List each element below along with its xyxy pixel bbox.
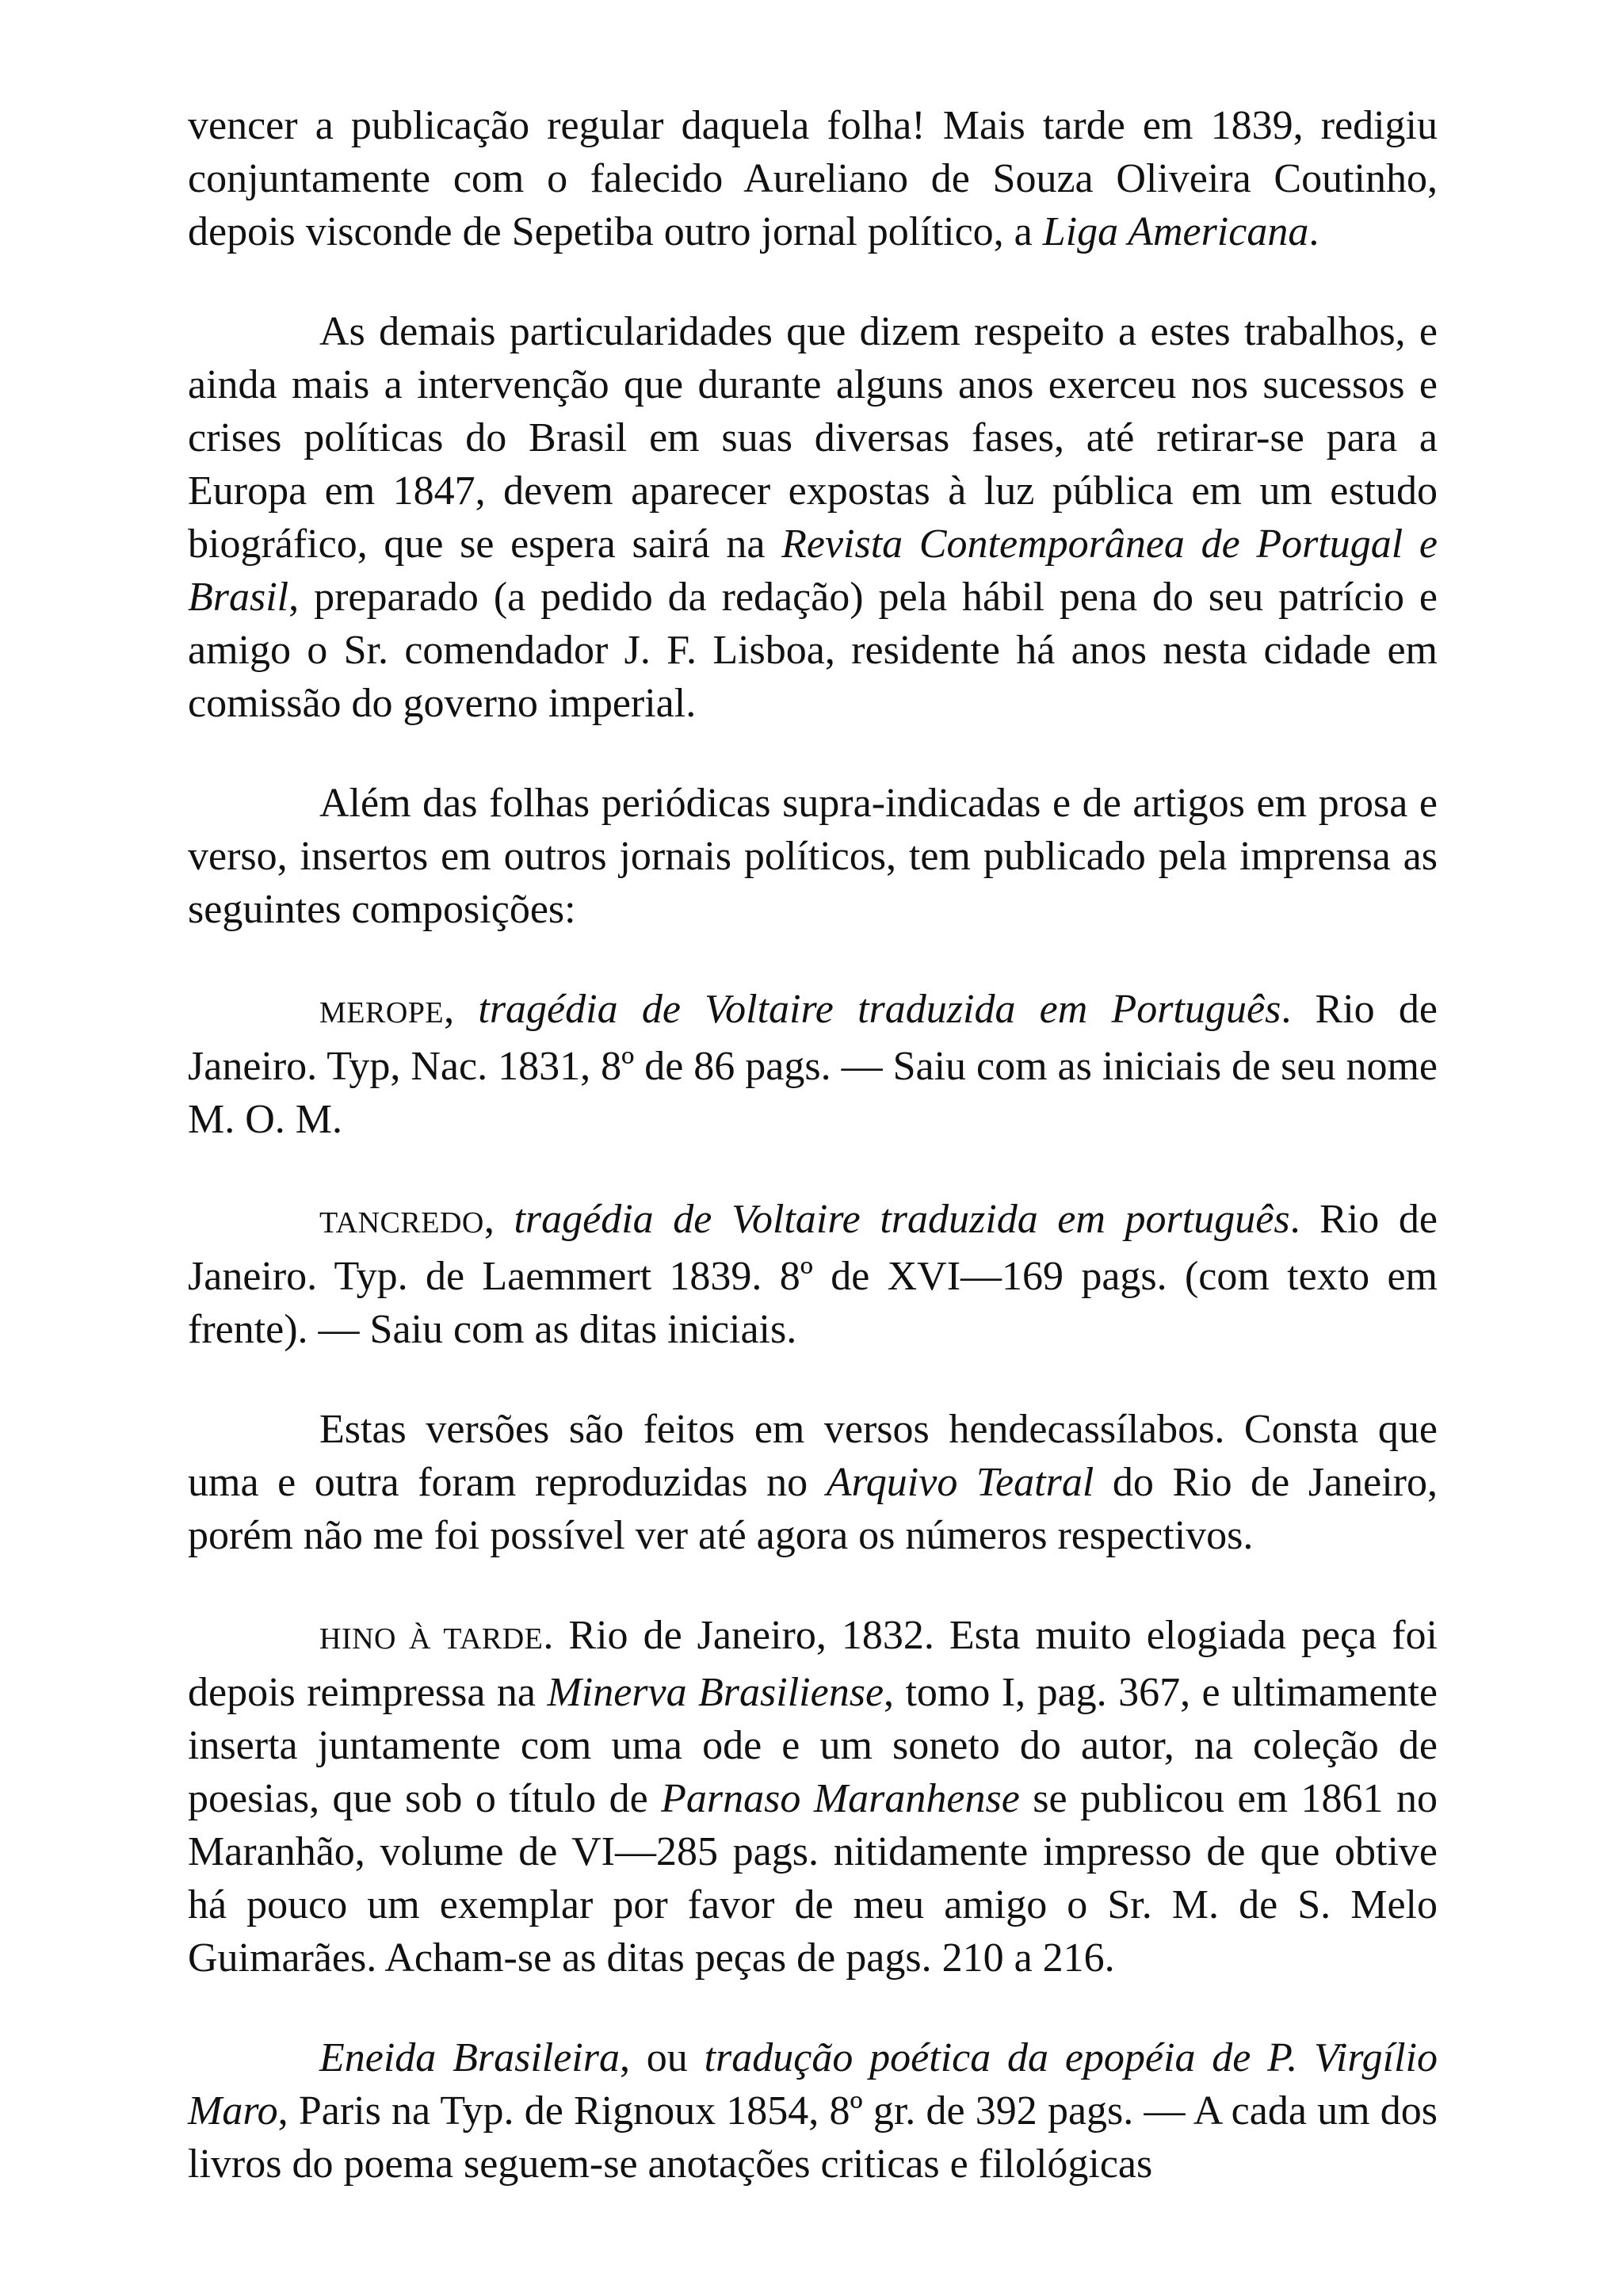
paragraph-text: , — [444, 987, 479, 1032]
paragraph-text: vencer a publicação regular daquela folha! Mais tarde em 1839, redigiu conjuntamente com o falecido Aureliano de Souza Oliveira Coutinho, depois visconde de Sepetiba outro jornal político, a — [188, 103, 1438, 254]
entry-title-smallcaps: TANCREDO — [319, 1206, 484, 1240]
paragraph-folhas-periodicas — [188, 777, 1438, 936]
italic-title: tragédia de Voltaire traduzida em português — [514, 1197, 1290, 1242]
document-page — [188, 99, 1438, 2191]
italic-title: Minerva Brasiliense — [547, 1670, 884, 1715]
paragraph-text: . Rio de Janeiro. Typ, Nac. 1831, 8º de 86 pags. — Saiu com as iniciais de seu nome M. O. M. — [188, 987, 1438, 1142]
italic-title: Liga Americana — [1042, 209, 1309, 254]
italic-title: Eneida Brasileira — [319, 2035, 620, 2080]
paragraph-text: . Rio de Janeiro. Typ. de Laemmert 1839. 8º de XVI—169 pags. (com texto em frente). — Saiu com as ditas iniciais. — [188, 1197, 1438, 1352]
paragraph-text: Além das folhas periódicas supra-indicadas e de artigos em prosa e verso, insertos em outros jornais políticos, tem publicado pela imprensa as seguintes composições: — [188, 781, 1438, 932]
paragraph-text: . Rio de Janeiro, 1832. Esta muito elogiada peça foi depois reimpressa na — [188, 1613, 1438, 1715]
paragraph-text: As demais particularidades que dizem respeito a estes trabalhos, e ainda mais a intervenção que durante alguns anos exerceu nos sucessos e crises políticas do Brasil em suas diversas fases, até retirar-se para a Europa em 1847, devem aparecer expostas à luz pública em um estudo biográfico, que se espera sairá na — [188, 309, 1438, 567]
entry-hino-a-tarde — [188, 1609, 1438, 1985]
paragraph-text: , ou — [620, 2035, 705, 2080]
paragraph-text: do Rio de Janeiro, porém não me foi possível ver até agora os números respectivos. — [188, 1460, 1438, 1558]
paragraph-text: se publicou em 1861 no Maranhão, volume de VI—285 pags. nitidamente impresso de que obtive há pouco um exemplar por favor de meu amigo o Sr. M. de S. Melo Guimarães. Acham-se as ditas peças de pags. 210 a 216. — [188, 1776, 1438, 1981]
italic-title: tragédia de Voltaire traduzida em Português — [478, 987, 1281, 1032]
paragraph-text: , preparado (a pedido da redação) pela hábil pena do seu patrício e amigo o Sr. comendador J. F. Lisboa, residente há anos nesta cidade em comissão do governo imperial. — [188, 575, 1438, 726]
italic-title: tradução poética da epopéia de P. Virgílio Maro — [188, 2035, 1438, 2134]
italic-title: Parnaso Maranhense — [661, 1776, 1020, 1821]
entry-eneida-brasileira — [188, 2031, 1438, 2191]
paragraph-text: , — [483, 1197, 514, 1242]
entry-tancredo — [188, 1193, 1438, 1356]
paragraph-text: . — [1308, 209, 1319, 254]
paragraph-versoes — [188, 1403, 1438, 1562]
paragraph-text: Estas versões são feitos em versos hendecassílabos. Consta que uma e outra foram reproduzidas no — [188, 1407, 1438, 1505]
italic-title: Arquivo Teatral — [826, 1460, 1094, 1505]
italic-title: Revista Contemporânea de Portugal e Brasil — [188, 521, 1438, 620]
paragraph-text: , Paris na Typ. de Rignoux 1854, 8º gr. de 392 pags. — A cada um dos livros do poema seguem-se anotações criticas e filológicas — [188, 2088, 1438, 2187]
paragraph-liga-americana — [188, 99, 1438, 258]
entry-merope — [188, 983, 1438, 1146]
paragraph-particularidades — [188, 305, 1438, 730]
entry-title-smallcaps: HINO À TARDE — [319, 1622, 544, 1656]
entry-title-smallcaps: MEROPE — [319, 996, 445, 1030]
paragraph-text: , tomo I, pag. 367, e ultimamente inserta juntamente com uma ode e um soneto do autor, na coleção de poesias, que sob o título de — [188, 1670, 1438, 1821]
